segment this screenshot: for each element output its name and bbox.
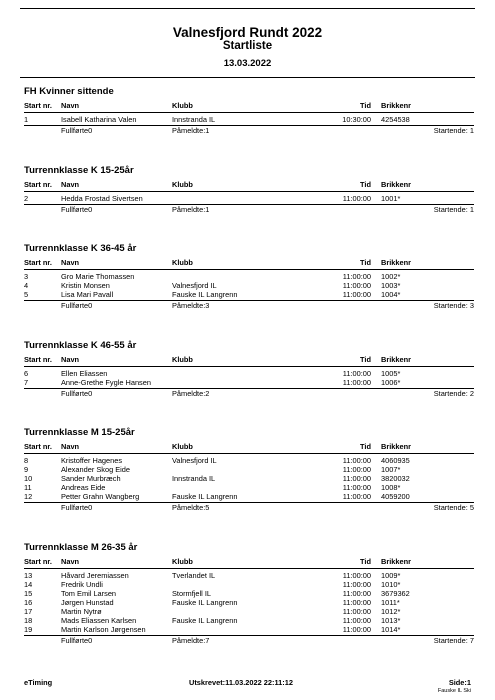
col-time-header: Tid: [360, 354, 371, 364]
summary-row: [24, 636, 474, 645]
start-time: 11:00:00: [342, 290, 371, 299]
club-name: Fauske IL Langrenn: [172, 290, 238, 299]
club-name: Fauske IL Langrenn: [172, 492, 238, 501]
start-number: 11: [24, 483, 32, 492]
summary-row: [24, 389, 474, 398]
start-number: 8: [24, 456, 29, 465]
start-time: 11:00:00: [342, 597, 371, 607]
table-row: [24, 598, 474, 607]
col-club-header: Klubb: [172, 258, 193, 267]
table-row: [24, 571, 474, 580]
club-name: Tverlandet IL: [172, 570, 216, 580]
table-row: [24, 465, 474, 474]
athlete-name: Sander Murbræch: [61, 474, 121, 483]
chip-number: 1006*: [381, 377, 401, 387]
header-divider: [24, 568, 474, 569]
col-time-header: Tid: [360, 258, 371, 267]
athlete-name: Kristoffer Hagenes: [61, 456, 123, 465]
col-name-header: Navn: [61, 354, 80, 364]
summary-row: [24, 205, 474, 214]
chip-number: 1007*: [381, 465, 401, 474]
chip-number: 1004*: [381, 290, 401, 299]
document-header: [0, 26, 495, 69]
top-rule: [20, 8, 475, 9]
athlete-name: Alexander Skog Eide: [61, 465, 131, 474]
table-row: [24, 194, 474, 203]
chip-number: 1008*: [381, 483, 401, 492]
start-number: 3: [24, 272, 29, 281]
athlete-name: Lisa Mari Pavall: [61, 290, 114, 299]
registered-count: Påmeldte:5: [172, 503, 210, 512]
col-chip-header: Brikkenr: [381, 179, 411, 189]
col-club-header: Klubb: [172, 442, 193, 451]
col-name-header: Navn: [61, 258, 80, 267]
start-time: 11:00:00: [342, 368, 371, 378]
col-chip-header: Brikkenr: [381, 354, 411, 364]
class-section: [24, 542, 474, 645]
footer-software: eTiming: [24, 678, 53, 687]
table-row: [24, 115, 474, 124]
class-title: Turrennklasse K 36-45 år: [24, 243, 137, 254]
chip-number: 1005*: [381, 368, 401, 378]
athlete-name: Isabell Katharina Valen: [61, 115, 137, 124]
chip-number: 4254538: [381, 115, 410, 124]
column-header-row: [24, 100, 474, 111]
athlete-name: Ellen Eliassen: [61, 368, 108, 378]
athlete-name: Anne-Grethe Fygle Hansen: [61, 377, 151, 387]
start-number: 1: [24, 115, 29, 124]
col-time-header: Tid: [360, 442, 371, 451]
header-rule: [20, 77, 475, 78]
start-number: 7: [24, 377, 29, 387]
start-time: 11:00:00: [342, 624, 371, 634]
table-row: [24, 607, 474, 616]
class-title: Turrennklasse M 15-25år: [24, 427, 135, 438]
table-row: [24, 492, 474, 501]
chip-number: 4060935: [381, 456, 410, 465]
footer-club: Fauske IL Ski: [437, 688, 471, 694]
start-time: 11:00:00: [342, 193, 371, 203]
start-number: 6: [24, 368, 29, 378]
chip-number: 1011*: [381, 597, 400, 607]
document-subtitle: Startliste: [222, 40, 273, 52]
col-chip-header: Brikkenr: [381, 258, 411, 267]
class-title: Turrennklasse K 46-55 år: [24, 339, 137, 351]
summary-row: [24, 503, 474, 512]
footer-printed: Utskrevet:11.03.2022 22:11:12: [189, 678, 293, 687]
table-row: [24, 369, 474, 378]
start-time: 11:00:00: [342, 272, 371, 281]
class-section: [24, 165, 474, 214]
col-chip-header: Brikkenr: [381, 556, 411, 566]
starters-count: Startende: 5: [433, 503, 474, 512]
class-title: Turrennklasse K 15-25år: [24, 164, 134, 176]
table-row: [24, 474, 474, 483]
chip-number: 3679362: [381, 588, 410, 598]
completed-count: Fullførte0: [61, 388, 93, 398]
table-row: [24, 281, 474, 290]
col-name-header: Navn: [61, 442, 80, 451]
class-section: [24, 427, 474, 512]
header-divider: [24, 112, 474, 113]
col-name-header: Navn: [61, 179, 80, 189]
start-time: 11:00:00: [342, 579, 371, 589]
table-row: [24, 483, 474, 492]
completed-count: Fullførte0: [61, 301, 93, 310]
start-time: 11:00:00: [342, 465, 371, 474]
start-time: 11:00:00: [342, 606, 371, 616]
completed-count: Fullførte0: [61, 503, 93, 512]
start-time: 11:00:00: [342, 377, 371, 387]
col-time-header: Tid: [360, 179, 371, 189]
athlete-name: Petter Grahn Wangberg: [61, 492, 140, 501]
registered-count: Påmeldte:1: [172, 204, 210, 214]
col-club-header: Klubb: [172, 179, 193, 189]
chip-number: 1002*: [381, 272, 401, 281]
registered-count: Påmeldte:2: [172, 388, 210, 398]
col-club-header: Klubb: [172, 354, 193, 364]
col-start-header: Start nr.: [24, 442, 52, 451]
chip-number: 1003*: [381, 281, 401, 290]
start-time: 11:00:00: [342, 615, 371, 625]
club-name: Fauske IL Langrenn: [172, 615, 238, 625]
class-title: Turrennklasse M 26-35 år: [24, 541, 138, 553]
chip-number: 4059200: [381, 492, 410, 501]
chip-number: 3820032: [381, 474, 410, 483]
class-title: FH Kvinner sittende: [24, 86, 114, 97]
start-time: 11:00:00: [342, 474, 371, 483]
athlete-name: Jørgen Hunstad: [61, 597, 114, 607]
athlete-name: Martin Nytrø: [61, 606, 102, 616]
club-name: Innstranda IL: [172, 115, 216, 124]
start-number: 19: [24, 624, 33, 634]
athlete-name: Håvard Jeremiassen: [61, 570, 129, 580]
col-start-header: Start nr.: [24, 179, 52, 189]
athlete-name: Gro Marie Thomassen: [61, 272, 135, 281]
table-row: [24, 272, 474, 281]
table-row: [24, 456, 474, 465]
chip-number: 1012*: [381, 606, 401, 616]
club-name: Valnesfjord IL: [172, 281, 217, 290]
summary-row: [24, 301, 474, 310]
col-club-header: Klubb: [172, 101, 193, 110]
table-row: [24, 616, 474, 625]
start-number: 18: [24, 615, 33, 625]
registered-count: Påmeldte:1: [172, 126, 210, 135]
chip-number: 1001*: [381, 193, 401, 203]
start-number: 13: [24, 570, 33, 580]
start-time: 11:00:00: [342, 483, 371, 492]
starters-count: Startende: 1: [433, 126, 474, 135]
chip-number: 1013*: [381, 615, 401, 625]
chip-number: 1014*: [381, 624, 401, 634]
athlete-name: Hedda Frostad Sivertsen: [61, 193, 143, 203]
header-divider: [24, 269, 474, 270]
col-start-header: Start nr.: [24, 258, 52, 267]
col-club-header: Klubb: [172, 556, 193, 566]
start-list: [24, 86, 474, 674]
col-start-header: Start nr.: [24, 556, 52, 566]
col-start-header: Start nr.: [24, 101, 52, 110]
start-time: 11:00:00: [342, 588, 371, 598]
summary-row: [24, 126, 474, 135]
column-header-row: [24, 556, 474, 567]
table-row: [24, 625, 474, 634]
col-chip-header: Brikkenr: [381, 101, 411, 110]
column-header-row: [24, 441, 474, 452]
class-section: [24, 86, 474, 135]
registered-count: Påmeldte:3: [172, 301, 210, 310]
col-start-header: Start nr.: [24, 354, 52, 364]
completed-count: Fullførte0: [61, 126, 93, 135]
document-date: 13.03.2022: [223, 58, 272, 69]
club-name: Valnesfjord IL: [172, 456, 217, 465]
registered-count: Påmeldte:7: [172, 635, 210, 645]
start-number: 9: [24, 465, 29, 474]
starters-count: Startende: 7: [433, 635, 474, 645]
start-number: 17: [24, 606, 33, 616]
starters-count: Startende: 3: [433, 301, 474, 310]
start-number: 2: [24, 193, 29, 203]
start-number: 5: [24, 290, 29, 299]
document-title: Valnesfjord Rundt 2022: [172, 25, 323, 40]
start-number: 12: [24, 492, 33, 501]
start-time: 10:30:00: [342, 115, 371, 124]
completed-count: Fullførte0: [61, 635, 93, 645]
col-name-header: Navn: [61, 556, 80, 566]
athlete-name: Martin Karlson Jørgensen: [61, 624, 146, 634]
start-number: 16: [24, 597, 33, 607]
table-row: [24, 580, 474, 589]
start-number: 10: [24, 474, 33, 483]
class-section: [24, 340, 474, 398]
header-divider: [24, 366, 474, 367]
club-name: Fauske IL Langrenn: [172, 597, 238, 607]
starters-count: Startende: 2: [433, 388, 474, 398]
athlete-name: Mads Eliassen Karlsen: [61, 615, 137, 625]
col-time-header: Tid: [360, 101, 371, 110]
header-divider: [24, 191, 474, 192]
start-time: 11:00:00: [342, 281, 371, 290]
start-number: 15: [24, 588, 33, 598]
start-time: 11:00:00: [342, 492, 371, 501]
header-divider: [24, 453, 474, 454]
athlete-name: Kristin Monsen: [61, 281, 110, 290]
start-time: 11:00:00: [342, 570, 371, 580]
athlete-name: Tom Emil Larsen: [61, 588, 117, 598]
start-number: 14: [24, 579, 33, 589]
class-section: [24, 243, 474, 310]
completed-count: Fullførte0: [61, 204, 93, 214]
column-header-row: [24, 354, 474, 365]
footer-page: Side:1: [448, 678, 471, 687]
start-time: 11:00:00: [342, 456, 371, 465]
column-header-row: [24, 179, 474, 190]
col-chip-header: Brikkenr: [381, 442, 411, 451]
table-row: [24, 589, 474, 598]
column-header-row: [24, 257, 474, 268]
club-name: Innstranda IL: [172, 474, 216, 483]
start-number: 4: [24, 281, 29, 290]
starters-count: Startende: 1: [433, 204, 474, 214]
table-row: [24, 290, 474, 299]
table-row: [24, 378, 474, 387]
club-name: Stormfjell IL: [172, 588, 212, 598]
col-time-header: Tid: [360, 556, 371, 566]
col-name-header: Navn: [61, 101, 80, 110]
athlete-name: Andreas Eide: [61, 483, 106, 492]
chip-number: 1009*: [381, 570, 401, 580]
chip-number: 1010*: [381, 579, 401, 589]
athlete-name: Fredrik Undli: [61, 579, 103, 589]
